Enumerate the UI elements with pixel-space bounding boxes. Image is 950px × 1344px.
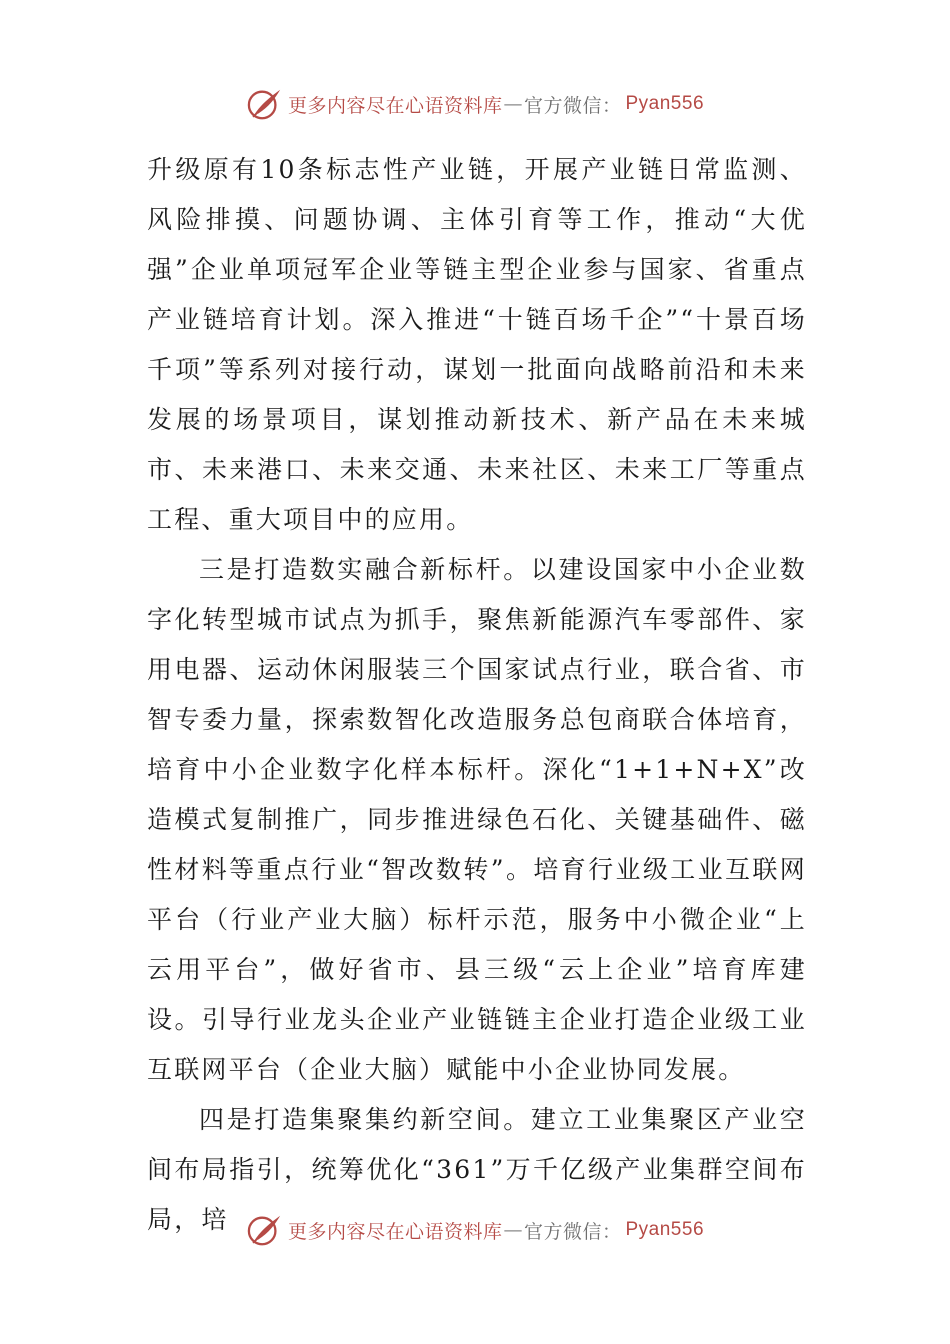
quill-pen-logo-icon xyxy=(246,1212,284,1248)
watermark-separator: — xyxy=(503,93,523,115)
paragraph-continued: 升级原有10条标志性产业链，开展产业链日常监测、风险排摸、问题协调、主体引育等工作，推动“大优强”企业单项冠军企业等链主型企业参与国家、省重点产业链培育计划。深入推进“十链百场千企”“十景百场千项”等系列对接行动，谋划一批面向战略前沿和未来发展的场景项目，谋划推动新技术、新产品在未来城市、未来港口、未来交通、未来社区、未来工厂等重点工程、重大项目中的应用。 xyxy=(147,155,807,534)
watermark-header xyxy=(0,84,950,124)
watermark-brand: 更多内容尽在心语资料库 xyxy=(287,94,503,117)
watermark-footer xyxy=(0,1210,950,1250)
paragraph-item-four: 四是打造集聚集约新空间。建立工业集聚区产业空间布局指引，统筹优化“361”万千亿级产业集群空间布局，培 xyxy=(147,1105,807,1234)
watermark-contact-id: Pyan556 xyxy=(625,1219,705,1240)
watermark-contact-id: Pyan556 xyxy=(625,93,705,114)
document-body xyxy=(147,145,807,1245)
quill-pen-logo-icon xyxy=(246,86,284,122)
watermark-contact-label: 官方微信： xyxy=(523,1220,622,1243)
watermark-brand: 更多内容尽在心语资料库 xyxy=(287,1220,503,1243)
watermark-contact-label: 官方微信： xyxy=(523,94,622,117)
paragraph-item-three: 三是打造数实融合新标杆。以建设国家中小企业数字化转型城市试点为抓手，聚焦新能源汽车零部件、家用电器、运动休闲服装三个国家试点行业，联合省、市智专委力量，探索数智化改造服务总包商联合体培育，培育中小企业数字化样本标杆。深化“1+1+N+X”改造模式复制推广，同步推进绿色石化、关键基础件、磁性材料等重点行业“智改数转”。培育行业级工业互联网平台（行业产业大脑）标杆示范，服务中小微企业“上云用平台”，做好省市、县三级“云上企业”培育库建设。引导行业龙头企业产业链链主企业打造企业级工业互联网平台（企业大脑）赋能中小企业协同发展。 xyxy=(147,555,807,1084)
watermark-separator: — xyxy=(503,1219,523,1241)
